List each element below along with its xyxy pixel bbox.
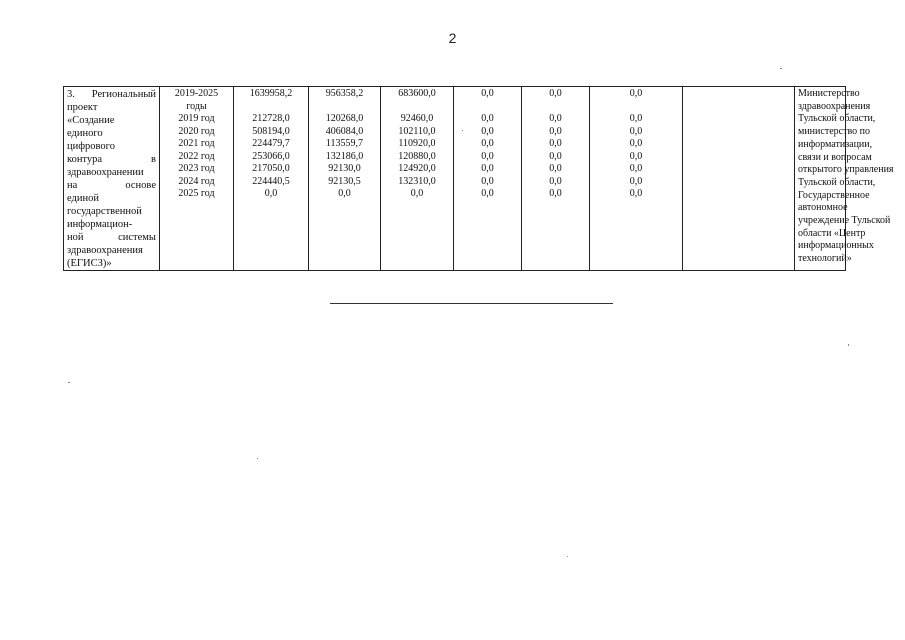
scan-speck <box>567 556 568 557</box>
project-name-line: контура в <box>67 154 156 165</box>
funding-value: 0,0 <box>481 113 494 124</box>
blank-line <box>457 101 518 114</box>
table-row <box>64 87 846 271</box>
period-cell <box>160 87 234 271</box>
funding-value: 0,0 <box>481 150 494 162</box>
funding-cell-4 <box>454 87 522 271</box>
project-name-line: здравоохранении <box>67 167 144 178</box>
funding-value: 0,0 <box>481 163 494 174</box>
funding-value: 406084,0 <box>325 125 364 137</box>
funding-value: 102110,0 <box>398 125 436 137</box>
funding-value: 92460,0 <box>400 113 434 124</box>
responsible-line: связи и вопросам <box>798 151 872 163</box>
funding-value: 0,0 <box>629 150 643 162</box>
funding-value: 0,0 <box>338 188 351 199</box>
responsible-line: Министерство <box>798 88 860 99</box>
funding-value: 0,0 <box>629 113 643 124</box>
funding-value: 132310,0 <box>398 175 436 187</box>
funding-value: 110920,0 <box>398 138 436 149</box>
funding-value: 132186,0 <box>325 150 364 162</box>
responsible-line: открытого управления <box>798 164 894 176</box>
project-name-line: 3. Региональный <box>67 89 156 100</box>
funding-value: 0,0 <box>549 175 562 187</box>
project-name-line: ной системы <box>67 232 156 243</box>
period-value: годы <box>186 100 207 112</box>
responsible-line: информатизации, <box>798 138 873 150</box>
funding-value: 120268,0 <box>325 113 364 124</box>
project-name-line: проект <box>67 102 98 113</box>
period-value: 2020 год <box>178 125 215 137</box>
responsible-line: Тульской области, <box>798 176 876 188</box>
project-name-cell <box>64 87 160 271</box>
funding-value: 0,0 <box>549 150 562 162</box>
blank-line <box>237 101 305 114</box>
funding-value: 0,0 <box>481 188 494 199</box>
responsible-line: автономное <box>798 202 848 214</box>
project-name-line: «Создание <box>67 115 115 126</box>
period-value: 2023 год <box>178 163 215 174</box>
total-value: 212728,0 <box>252 113 290 124</box>
funding-value: 0,0 <box>549 188 562 199</box>
blank-line <box>525 101 586 114</box>
responsible-line: здравоохранения <box>798 100 871 112</box>
responsible-line: учреждение Тульской <box>798 215 891 227</box>
funding-value: 0,0 <box>549 113 562 124</box>
project-name-line: цифрового <box>67 141 115 152</box>
funding-value: 956358,2 <box>325 88 364 99</box>
funding-value: 683600,0 <box>398 88 436 99</box>
scan-speck <box>68 382 70 383</box>
scan-speck <box>257 458 258 459</box>
funding-value: 113559,7 <box>325 138 364 149</box>
period-value: 2021 год <box>178 138 215 149</box>
project-name-line: единого <box>67 128 103 139</box>
period-value: 2025 год <box>178 188 215 199</box>
project-name-line: государственной <box>67 206 142 217</box>
total-value: 224440,5 <box>252 175 290 187</box>
scan-speck <box>780 68 782 69</box>
scan-speck <box>848 344 849 346</box>
project-name-line: единой <box>67 193 99 204</box>
funding-value: 0,0 <box>549 163 562 174</box>
program-table <box>63 86 894 271</box>
funding-value: 0,0 <box>481 125 494 137</box>
funding-value: 0,0 <box>629 175 643 187</box>
funding-value: 0,0 <box>629 188 643 199</box>
project-name-line: (ЕГИСЗ)» <box>67 258 112 269</box>
period-value: 2019-2025 <box>174 88 219 99</box>
total-value: 224479,7 <box>252 138 290 149</box>
separator-line <box>330 303 613 304</box>
period-value: 2022 год <box>178 150 215 162</box>
project-name-line: информацион- <box>67 219 133 230</box>
funding-value: 92130,0 <box>328 163 361 174</box>
funding-cell-6 <box>590 87 683 271</box>
funding-cell-2 <box>309 87 381 271</box>
funding-value: 0,0 <box>549 138 562 149</box>
total-value: 0,0 <box>264 188 278 199</box>
total-value: 253066,0 <box>252 150 290 162</box>
funding-value: 0,0 <box>481 88 494 99</box>
responsible-organizations-cell <box>795 87 894 271</box>
funding-value: 0,0 <box>481 138 494 149</box>
funding-value: 0,0 <box>629 125 643 137</box>
empty-cell <box>683 87 795 271</box>
responsible-line: Тульской области, <box>798 113 876 125</box>
responsible-line: технологий» <box>798 253 852 265</box>
project-name-line: здравоохранения <box>67 245 143 256</box>
funding-value: 92130,5 <box>328 175 361 187</box>
funding-cell-5 <box>522 87 590 271</box>
funding-value: 0,0 <box>410 188 424 199</box>
funding-value: 0,0 <box>481 175 494 187</box>
period-value: 2024 год <box>178 175 215 187</box>
scan-speck <box>462 130 463 131</box>
total-value: 217050,0 <box>252 163 290 174</box>
total-funding-cell <box>234 87 309 271</box>
responsible-line: Государственное <box>798 189 870 201</box>
responsible-line: информационных <box>798 240 874 252</box>
page-number: 2 <box>448 30 457 46</box>
funding-value: 0,0 <box>549 125 562 137</box>
blank-line <box>593 101 679 114</box>
blank-line <box>312 101 377 114</box>
responsible-line: области «Центр <box>798 227 866 239</box>
funding-value: 0,0 <box>549 88 562 99</box>
funding-value: 120880,0 <box>398 150 436 162</box>
funding-value: 0,0 <box>629 138 643 149</box>
funding-value: 124920,0 <box>398 163 436 174</box>
blank-line <box>384 101 450 114</box>
responsible-line: министерство по <box>798 126 870 138</box>
project-name-line: на основе <box>67 180 156 191</box>
funding-value: 0,0 <box>629 163 643 174</box>
funding-value: 0,0 <box>629 88 643 99</box>
funding-cell-3 <box>381 87 454 271</box>
period-value: 2019 год <box>178 113 215 124</box>
total-value: 508194,0 <box>252 125 290 137</box>
total-value: 1639958,2 <box>249 88 293 99</box>
